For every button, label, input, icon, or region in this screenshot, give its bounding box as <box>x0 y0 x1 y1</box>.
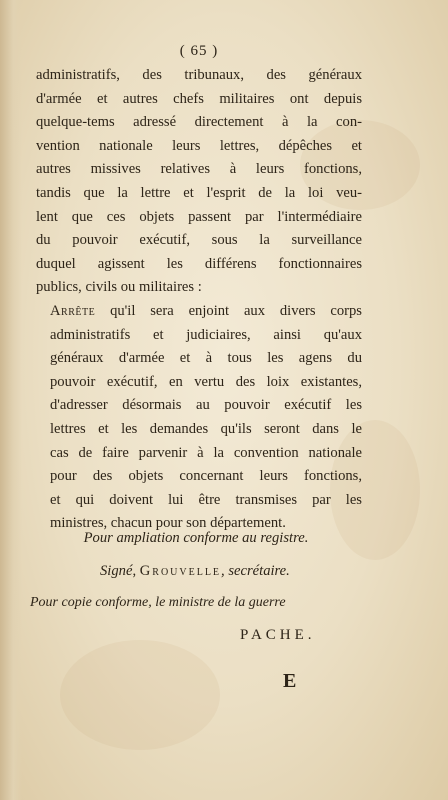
text-line <box>36 300 362 324</box>
text-line: tandis que la lettre et l'esprit de la loi veu- <box>36 184 362 201</box>
text-line: et qui doivent lui être transmises par les <box>50 491 362 508</box>
text-line: d'armée et autres chefs militaires ont depuis <box>36 90 362 107</box>
text-line: administratifs, des tribunaux, des généraux <box>36 67 362 83</box>
text-line: cas de faire parvenir à la convention nationale <box>50 444 362 461</box>
signature-line: Signé, Grouvelle, secrétaire. <box>100 563 290 579</box>
text-line: duquel agissent les différens fonctionnaires <box>36 255 362 272</box>
paragraph-preamble <box>36 64 362 300</box>
text-line: du pouvoir exécutif, sous la surveillance <box>36 232 362 249</box>
text-line: lent que ces objets passent par l'intermédiaire <box>36 208 362 225</box>
paper-stain <box>60 640 220 750</box>
signer-name: Grouvelle <box>139 563 222 579</box>
text-line: pour des objets concernant leurs fonctions, <box>50 468 362 485</box>
text-line: autres missives relatives à leurs fonctions, <box>36 161 362 178</box>
minister-name: PACHE. <box>240 627 316 643</box>
text-line: administratifs et judiciaires, ainsi qu'aux <box>50 326 362 343</box>
text-line: publics, civils ou militaires : <box>36 279 202 296</box>
page-number: ( 65 ) <box>179 43 219 59</box>
page-fold-shadow <box>0 0 22 800</box>
text-line: d'adresser désormais au pouvoir exécutif les <box>50 397 362 414</box>
text-line: vention nationale leurs lettres, dépêches et <box>36 137 362 154</box>
ampliation-line: Pour ampliation conforme au registre. <box>83 530 309 546</box>
body-text <box>36 40 362 536</box>
text-line: quelque-tems adressé directement à la con- <box>36 114 362 131</box>
signature-mark: E <box>283 670 297 692</box>
text-line: pouvoir exécutif, en vertu des loix existantes, <box>50 373 362 390</box>
paragraph-arrete <box>36 300 362 536</box>
arrete-lead: Arrête <box>50 302 96 319</box>
text-line-rest: qu'il sera enjoint aux divers corps <box>95 302 362 319</box>
text-line: généraux d'armée et à tous les agens du <box>50 350 362 367</box>
copie-conforme-line: Pour copie conforme, le ministre de la guerre <box>30 595 286 610</box>
text-line: lettres et les demandes qu'ils seront dans le <box>50 420 362 437</box>
signe-label: Signé <box>100 563 133 579</box>
signer-role: , secrétaire. <box>221 563 290 579</box>
text-line: ministres, chacun pour son département. <box>50 515 286 532</box>
